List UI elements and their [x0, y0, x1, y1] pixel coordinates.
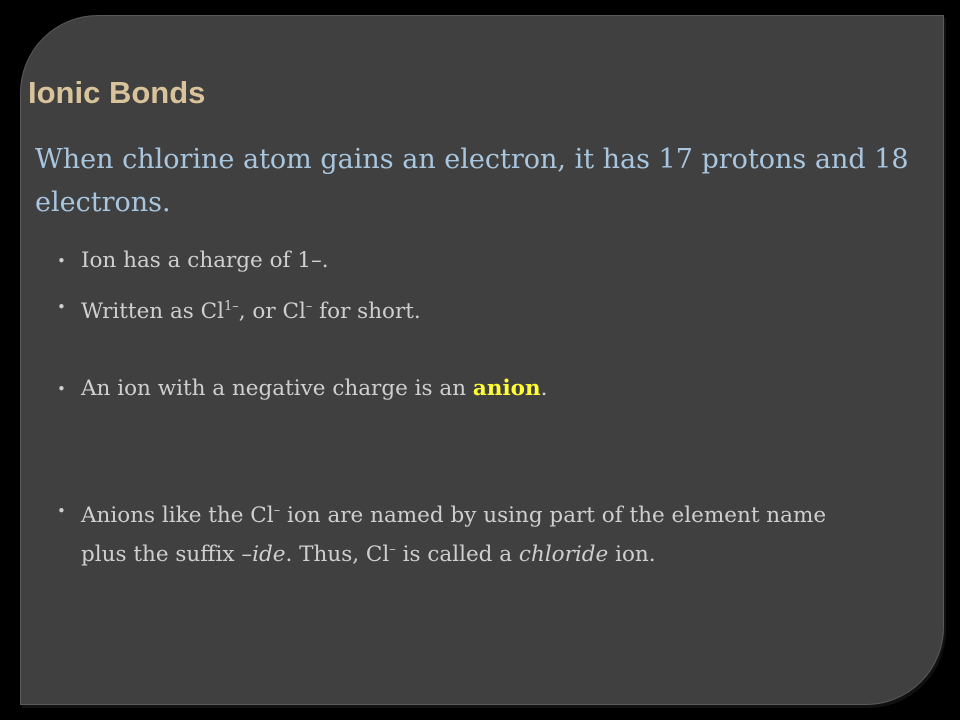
slide-title: Ionic Bonds	[28, 75, 206, 110]
bullet-marker: •	[57, 502, 66, 520]
bullet-notation-post: for short.	[312, 299, 421, 324]
bullet-notation-pre: Written as Cl	[81, 299, 224, 324]
bullet-anion-definition	[57, 372, 861, 406]
charge-superscript: –	[305, 299, 313, 314]
suffix-ide: –ide	[241, 542, 286, 567]
bullet-charge	[57, 244, 861, 278]
bullet-notation	[57, 290, 861, 329]
bullet-anion-post: .	[540, 376, 548, 401]
bullet-notation-mid: , or Cl	[238, 299, 306, 324]
bullet-marker: •	[57, 380, 66, 398]
bullet-naming-mid1: ion are named by using part of the element name plus the suffix	[81, 503, 827, 567]
bullet-marker: •	[57, 298, 66, 316]
bullet-anion-naming	[57, 494, 861, 572]
lead-paragraph: When chlorine atom gains an electron, it has 17 protons and 18 electrons.	[35, 144, 909, 218]
charge-superscript: –	[273, 503, 281, 518]
anion-keyword: anion	[472, 376, 541, 401]
bullet-naming-pre: Anions like the Cl	[81, 503, 274, 528]
bullet-charge-text: Ion has a charge of 1–.	[81, 248, 329, 273]
charge-superscript: –	[389, 542, 396, 557]
bullet-marker: •	[57, 252, 66, 270]
bullet-naming-mid3: is called a	[395, 542, 519, 567]
bullet-naming-post: ion.	[608, 542, 656, 567]
chloride-term: chloride	[518, 542, 609, 567]
bullet-anion-pre: An ion with a negative charge is an	[81, 376, 473, 401]
slide-panel	[20, 15, 944, 705]
charge-superscript: 1–	[223, 299, 239, 314]
bullet-naming-mid2: . Thus, Cl	[285, 542, 390, 567]
